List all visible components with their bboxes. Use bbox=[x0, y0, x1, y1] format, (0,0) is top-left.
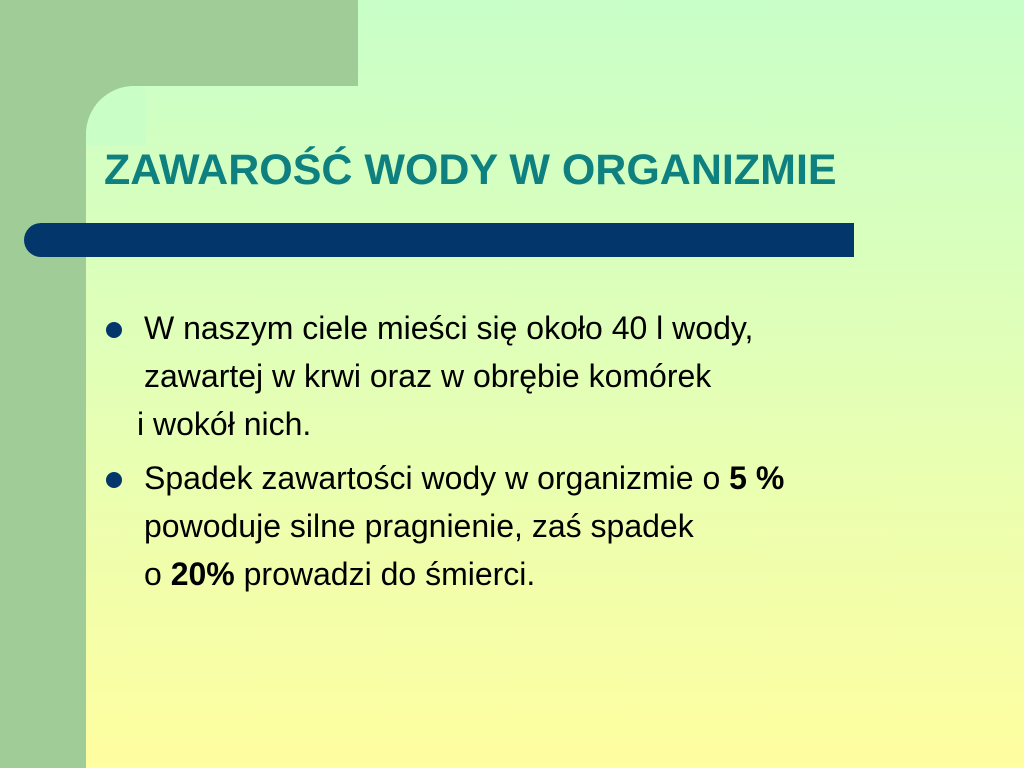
bullet-1-line-2: zawartej w krwi oraz w obrębie komórek bbox=[144, 358, 712, 394]
bullet-2-highlight-20-percent: 20% bbox=[170, 556, 235, 592]
left-side-panel bbox=[0, 0, 86, 768]
bullet-dot-icon bbox=[106, 322, 122, 338]
slide-content bbox=[104, 304, 984, 598]
bullet-2-highlight-5-percent: 5 % bbox=[729, 460, 785, 496]
bullet-2-line-3-post: prowadzi do śmierci. bbox=[234, 556, 536, 592]
bullet-dot-icon bbox=[106, 472, 122, 488]
bullet-1-line-3: i wokół nich. bbox=[137, 406, 312, 442]
top-left-panel bbox=[0, 0, 358, 86]
bullet-item-1 bbox=[104, 304, 984, 400]
bullet-1-line-1: W naszym ciele mieści się około 40 l wody, bbox=[144, 310, 754, 346]
bullet-item-2 bbox=[104, 454, 984, 598]
bullet-2-line-3-pre: o bbox=[144, 556, 171, 592]
bullet-2-line-2: powoduje silne pragnienie, zaś spadek bbox=[144, 508, 694, 544]
title-underline-bar bbox=[24, 223, 854, 257]
slide-title: ZAWAROŚĆ WODY W ORGANIZMIE bbox=[104, 146, 837, 194]
bullet-2-line-1-text: Spadek zawartości wody w organizmie o bbox=[144, 460, 730, 496]
bullet-1-continuation bbox=[137, 400, 984, 448]
